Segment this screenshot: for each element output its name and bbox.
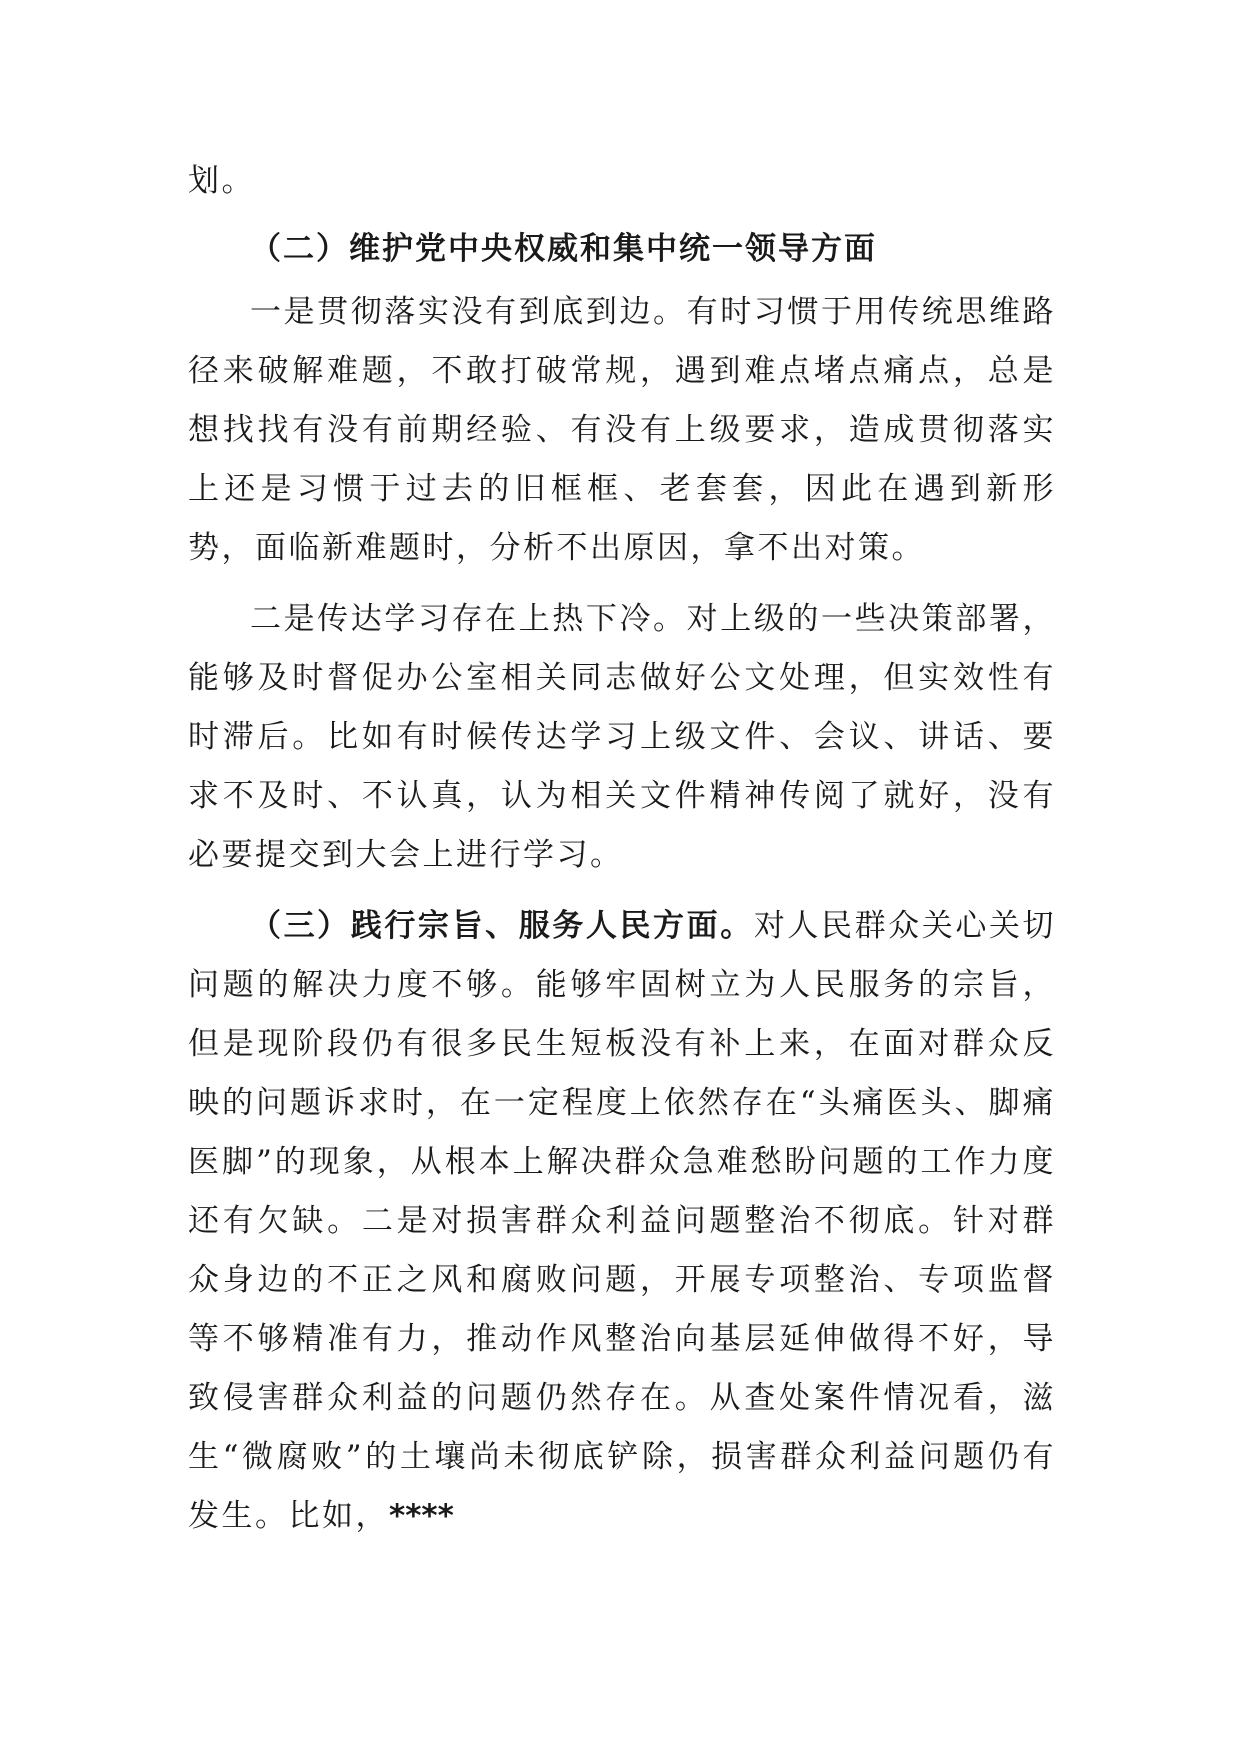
section-3-paragraph	[188, 897, 1056, 1546]
document-body	[188, 152, 1056, 1546]
section-heading-2: （二）维护党中央权威和集中统一领导方面	[250, 231, 877, 267]
redacted-text: ****	[389, 1498, 454, 1534]
section-heading-3: （三）践行宗旨、服务人民方面。	[250, 908, 754, 944]
paragraph-2: 二是传达学习存在上热下冷。对上级的一些决策部署，能够及时督促办公室相关同志做好公文处理，但实效性有时滞后。比如有时候传达学习上级文件、会议、讲话、要求不及时、不认真，认为相关文件精神传阅了就好，没有必要提交到大会上进行学习。	[188, 601, 1056, 873]
paragraph-1: 一是贯彻落实没有到底到边。有时习惯于用传统思维路径来破解难题，不敢打破常规，遇到难点堵点痛点，总是想找找有没有前期经验、有没有上级要求，造成贯彻落实上还是习惯于过去的旧框框、老套套，因此在遇到新形势，面临新难题时，分析不出原因，拿不出对策。	[188, 294, 1056, 566]
continuation-text: 划。	[188, 163, 255, 199]
section-3-body: 对人民群众关心关切问题的解决力度不够。能够牢固树立为人民服务的宗旨，但是现阶段仍有很多民生短板没有补上来，在面对群众反映的问题诉求时，在一定程度上依然存在“头痛医头、脚痛医脚”的现象，从根本上解决群众急难愁盼问题的工作力度还有欠缺。二是对损害群众利益问题整治不彻底。针对群众身边的不正之风和腐败问题，开展专项整治、专项监督等不够精准有力，推动作风整治向基层延伸做得不好，导致侵害群众利益的问题仍然存在。从查处案件情况看，滋生“微腐败”的土壤尚未彻底铲除，损害群众利益问题仍有发生。比如，	[188, 908, 1057, 1534]
